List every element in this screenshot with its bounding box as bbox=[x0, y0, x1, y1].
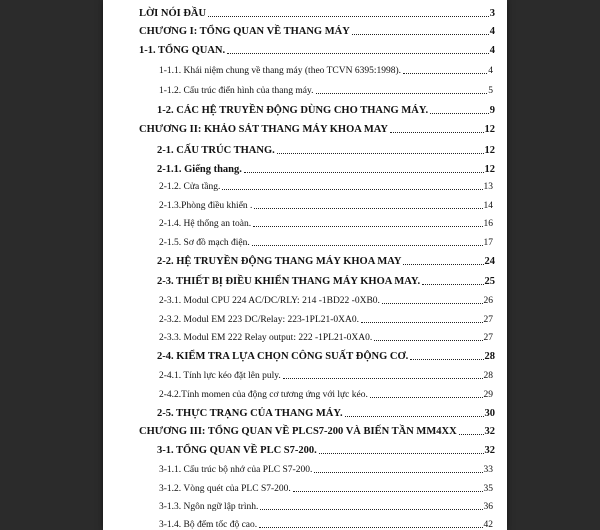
toc-entry-title: LỜI NÓI ĐẦU bbox=[139, 8, 207, 19]
toc-entry[interactable] bbox=[103, 137, 507, 157]
dot-leader bbox=[410, 359, 483, 360]
dot-leader bbox=[277, 153, 484, 154]
toc-entry[interactable] bbox=[103, 437, 507, 457]
toc-entry-page: 29 bbox=[483, 390, 493, 400]
toc-entry-page: 35 bbox=[483, 484, 493, 494]
toc-entry-title: 2-1.2. Cửa tầng. bbox=[159, 182, 221, 192]
toc-entry-page: 27 bbox=[483, 315, 493, 325]
toc-entry-title: 2-3.3. Modul EM 222 Relay output: 222 -1PL21-0XA0. bbox=[159, 333, 373, 343]
dot-leader bbox=[382, 303, 483, 304]
toc-entry-page: 4 bbox=[488, 66, 493, 76]
toc-entry[interactable] bbox=[103, 116, 507, 136]
toc-entry-page: 9 bbox=[489, 105, 495, 116]
dot-leader bbox=[227, 53, 489, 54]
toc-entry[interactable] bbox=[103, 362, 507, 382]
toc-entry-page: 24 bbox=[484, 256, 495, 267]
toc-entry[interactable] bbox=[103, 381, 507, 401]
toc-entry-page: 13 bbox=[483, 182, 493, 192]
dot-leader bbox=[260, 509, 482, 510]
dot-leader bbox=[314, 472, 482, 473]
toc-entry-title: 1-1.1. Khái niệm chung về thang máy (theo TCVN 6395:1998). bbox=[159, 66, 402, 76]
toc-entry-page: 12 bbox=[484, 124, 495, 135]
toc-entry[interactable] bbox=[103, 418, 507, 438]
toc-entry-title: 3-1.1. Cấu trúc bộ nhớ của PLC S7-200. bbox=[159, 465, 313, 475]
toc-entry[interactable] bbox=[103, 210, 507, 230]
toc-entry-page: 4 bbox=[489, 26, 495, 37]
dot-leader bbox=[254, 208, 482, 209]
toc-entry[interactable] bbox=[103, 0, 507, 20]
toc-entry-title: CHƯƠNG II: KHẢO SÁT THANG MÁY KHOA MAY bbox=[139, 124, 389, 135]
toc-entry[interactable] bbox=[103, 456, 507, 476]
toc-entry[interactable] bbox=[103, 97, 507, 117]
toc-entry-title: CHƯƠNG III: TỔNG QUAN VỀ PLCS7-200 VÀ BIẾN TẦN MM4XX bbox=[139, 426, 457, 437]
toc-entry-title: 3-1. TỔNG QUAN VỀ PLC S7-200. bbox=[157, 445, 317, 456]
toc-entry[interactable] bbox=[103, 173, 507, 193]
toc-entry-title: CHƯƠNG I: TỔNG QUAN VỀ THANG MÁY bbox=[139, 26, 350, 37]
toc-entry-title: 3-1.2. Vòng quét của PLC S7-200. bbox=[159, 484, 291, 494]
toc-entry-page: 28 bbox=[483, 371, 493, 381]
dot-leader bbox=[316, 93, 488, 94]
dot-leader bbox=[293, 491, 483, 492]
toc-entry[interactable] bbox=[103, 268, 507, 288]
dot-leader bbox=[208, 16, 489, 17]
document-page bbox=[103, 0, 507, 530]
dot-leader bbox=[253, 226, 482, 227]
toc-entry-page: 5 bbox=[488, 86, 493, 96]
toc-entry-title: 2-1.3.Phòng điều khiển . bbox=[159, 201, 253, 211]
toc-entry-page: 25 bbox=[484, 276, 495, 287]
toc-entry-title: 1-1. TỔNG QUAN. bbox=[139, 45, 226, 56]
toc-entry-page: 42 bbox=[483, 520, 493, 530]
toc-entry-page: 4 bbox=[489, 45, 495, 56]
toc-entry-title: 2-4. KIỂM TRA LỰA CHỌN CÔNG SUẤT ĐỘNG CƠ. bbox=[157, 351, 409, 362]
toc-entry-page: 3 bbox=[489, 8, 495, 19]
dot-leader bbox=[283, 378, 483, 379]
toc-entry[interactable] bbox=[103, 248, 507, 268]
toc-entry[interactable] bbox=[103, 37, 507, 57]
dot-leader bbox=[352, 34, 489, 35]
toc-entry-page: 12 bbox=[484, 164, 495, 175]
dot-leader bbox=[252, 245, 483, 246]
toc-entry[interactable] bbox=[103, 57, 507, 77]
toc-entry-page: 12 bbox=[484, 145, 495, 156]
toc-entry-title: 3-1.3. Ngôn ngữ lập trình. bbox=[159, 502, 259, 512]
dot-leader bbox=[259, 527, 482, 528]
toc-entry[interactable] bbox=[103, 18, 507, 38]
toc-entry[interactable] bbox=[103, 493, 507, 513]
toc-entry[interactable] bbox=[103, 229, 507, 249]
toc-entry-title: 2-1.4. Hệ thống an toàn. bbox=[159, 219, 252, 229]
toc-entry[interactable] bbox=[103, 475, 507, 495]
toc-entry-page: 28 bbox=[484, 351, 495, 362]
dot-leader bbox=[319, 453, 484, 454]
toc-entry-title: 2-2. HỆ TRUYỀN ĐỘNG THANG MÁY KHOA MAY bbox=[157, 256, 402, 267]
dot-leader bbox=[390, 132, 483, 133]
toc-entry[interactable] bbox=[103, 400, 507, 420]
dot-leader bbox=[370, 397, 483, 398]
toc-entry-title: 2-1.5. Sơ đồ mạch điện. bbox=[159, 238, 250, 248]
dot-leader bbox=[374, 340, 482, 341]
dot-leader bbox=[422, 284, 483, 285]
dot-leader bbox=[459, 434, 484, 435]
toc-entry-title: 2-3.1. Modul CPU 224 AC/DC/RLY: 214 -1BD22 -0XB0. bbox=[159, 296, 380, 306]
toc-entry-title: 2-4.1. Tính lực kéo đặt lên puly. bbox=[159, 371, 281, 381]
toc-entry-page: 17 bbox=[483, 238, 493, 248]
dot-leader bbox=[222, 189, 482, 190]
dot-leader bbox=[403, 264, 483, 265]
toc-entry-page: 32 bbox=[484, 426, 495, 437]
toc-entry-page: 27 bbox=[483, 333, 493, 343]
toc-entry-title: 1-2. CÁC HỆ TRUYỀN ĐỘNG DÙNG CHO THANG MÁY. bbox=[157, 105, 429, 116]
toc-entry-page: 36 bbox=[483, 502, 493, 512]
toc-entry-title: 2-1.1. Giếng thang. bbox=[157, 164, 242, 175]
toc-entry-title: 2-1. CẤU TRÚC THANG. bbox=[157, 145, 275, 156]
toc-entry-title: 1-1.2. Cấu trúc điển hình của thang máy. bbox=[159, 86, 314, 96]
toc-entry[interactable] bbox=[103, 324, 507, 344]
toc-entry[interactable] bbox=[103, 77, 507, 97]
toc-entry-page: 16 bbox=[483, 219, 493, 229]
toc-entry-title: 2-5. THỰC TRẠNG CỦA THANG MÁY. bbox=[157, 408, 343, 419]
toc-entry-page: 14 bbox=[483, 201, 493, 211]
toc-entry-title: 2-4.2.Tính momen của động cơ tương ứng với lực kéo. bbox=[159, 390, 368, 400]
dot-leader bbox=[345, 416, 484, 417]
toc-entry-page: 32 bbox=[484, 445, 495, 456]
toc-entry-page: 30 bbox=[484, 408, 495, 419]
toc-entry[interactable] bbox=[103, 343, 507, 363]
toc-entry-title: 3-1.4. Bộ đếm tốc độ cao. bbox=[159, 520, 258, 530]
toc-entry[interactable] bbox=[103, 306, 507, 326]
toc-entry[interactable] bbox=[103, 192, 507, 212]
toc-entry[interactable] bbox=[103, 287, 507, 307]
dot-leader bbox=[430, 113, 489, 114]
toc-entry-page: 33 bbox=[483, 465, 493, 475]
dot-leader bbox=[403, 73, 487, 74]
dot-leader bbox=[361, 322, 482, 323]
toc-entry-page: 26 bbox=[483, 296, 493, 306]
toc-entry-title: 2-3.2. Modul EM 223 DC/Relay: 223-1PL21-0XA0. bbox=[159, 315, 360, 325]
toc-entry-title: 2-3. THIẾT BỊ ĐIỀU KHIỂN THANG MÁY KHOA MAY. bbox=[157, 276, 421, 287]
toc-entry[interactable] bbox=[103, 511, 507, 530]
